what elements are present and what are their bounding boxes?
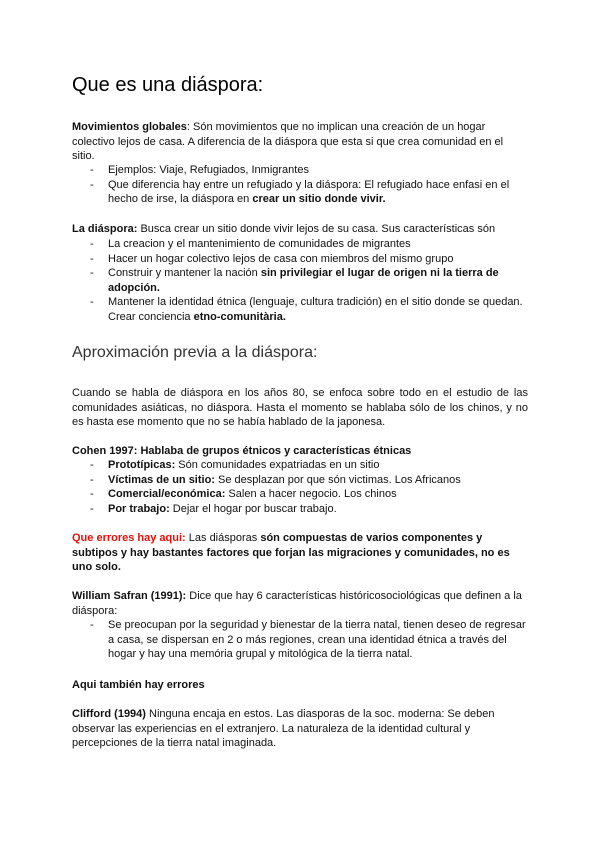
list-item: - Prototípicas: Són comunidades expatriadas en un sitio bbox=[72, 458, 528, 473]
list-item: - Ejemplos: Viaje, Refugiados, Inmigrantes bbox=[72, 163, 528, 178]
movimientos-paragraph bbox=[72, 120, 528, 164]
clifford-paragraph: Clifford (1994) Ninguna encaja en estos. Las diasporas de la soc. moderna: Se deben observar las experiencias en el extranjero. La naturaleza de la identidad cultural y percepciones de la tierra natal imaginada. bbox=[72, 708, 495, 749]
list-item: - Comercial/económica: Salen a hacer negocio. Los chinos bbox=[72, 487, 528, 502]
safran-label: William Safran (1991): bbox=[72, 590, 187, 602]
safran-paragraph: William Safran (1991): Dice que hay 6 características históricosociológicas que definen a la diáspora: bbox=[72, 590, 522, 617]
list-item: - Víctimas de un sitio: Se desplazan por que són victimas. Los Africanos bbox=[72, 473, 528, 488]
diaspora-text: Busca crear un sitio donde vivir lejos de su casa. Sus características són bbox=[137, 223, 496, 235]
list-item: - La creacion y el mantenimiento de comunidades de migrantes bbox=[72, 237, 528, 252]
safran-list bbox=[72, 618, 528, 662]
list-item: - Mantener la identidad étnica (lenguaje, cultura tradición) en el sitio donde se quedan. Crear conciencia etno-comunitària. bbox=[72, 295, 528, 324]
errores-label: Que errores hay aqui: bbox=[72, 532, 186, 544]
diaspora-paragraph bbox=[72, 222, 528, 237]
movimientos-list bbox=[72, 163, 528, 207]
movimientos-text: : Són movimientos que no implican una creación de un hogar colectivo lejos de casa. A diferencia de la diáspora que esta si que crea comunidad en el sitio. bbox=[72, 121, 504, 162]
diaspora-label: La diáspora: bbox=[72, 223, 138, 235]
diaspora-list bbox=[72, 237, 528, 324]
intro-paragraph: Cuando se habla de diáspora en los años 80, se enfoca sobre todo en el estudio de las comunidades asiáticas, no diáspora. Hasta el momento se hablaba sólo de los chinos, y no es hasta ese momento que no se había hablado de la japonesa. bbox=[72, 387, 528, 428]
page-title: Que es una diáspora: bbox=[72, 74, 264, 96]
movimientos-label: Movimientos globales bbox=[72, 121, 187, 133]
clifford-label: Clifford (1994) bbox=[72, 708, 146, 720]
section-heading: Aproximación previa a la diáspora: bbox=[72, 344, 318, 361]
cohen-list bbox=[72, 458, 528, 516]
cohen-heading: Cohen 1997: Hablaba de grupos étnicos y características étnicas bbox=[72, 445, 412, 457]
list-item: - Que diferencia hay entre un refugiado y la diáspora: El refugiado hace enfasi en el hecho de irse, la diáspora en crear un sitio donde vivir. bbox=[72, 178, 528, 207]
list-item: - Se preocupan por la seguridad y bienestar de la tierra natal, tienen deseo de regresar a casa, se dispersan en 2 o más regiones, crean una identidad étnica a través del hogar y hay una memória grupal y mitológica de la tierra natal. bbox=[72, 618, 528, 662]
errores-paragraph: Que errores hay aqui: Las diásporas són compuestas de varios componentes y subtipos y hay bastantes factores que forjan las migraciones y comunidades, no es uno solo. bbox=[72, 532, 510, 573]
tambien-heading: Aqui también hay errores bbox=[72, 679, 205, 691]
list-item: - Hacer un hogar colectivo lejos de casa con miembros del mismo grupo bbox=[72, 252, 528, 267]
list-item: - Construir y mantener la nación sin privilegiar el lugar de origen ni la tierra de adopción. bbox=[72, 266, 528, 295]
list-item: - Por trabajo: Dejar el hogar por buscar trabajo. bbox=[72, 502, 528, 517]
